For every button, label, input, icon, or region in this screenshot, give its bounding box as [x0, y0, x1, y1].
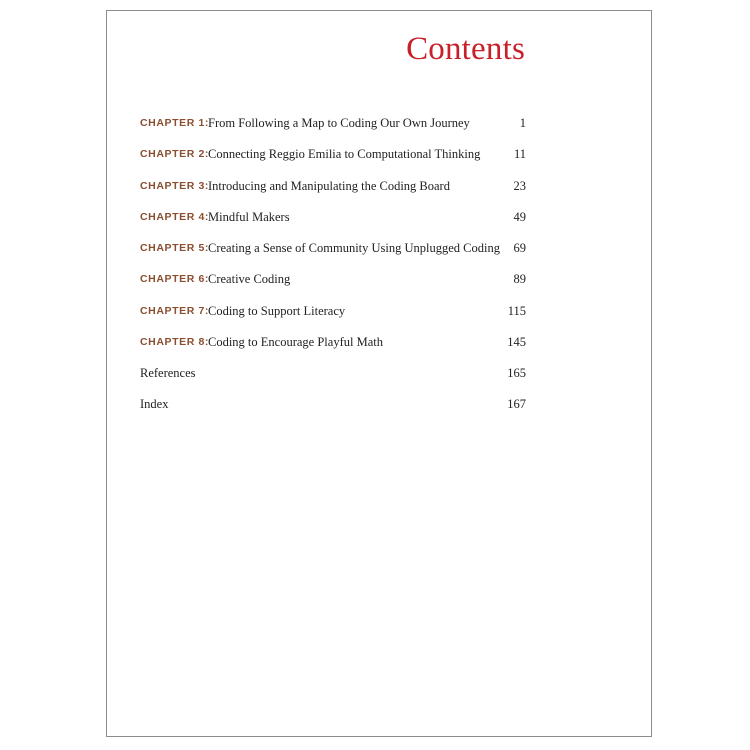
page-number: 89 [513, 272, 526, 287]
entry-title: Introducing and Manipulating the Coding Board [208, 178, 450, 193]
page-number: 115 [507, 303, 526, 318]
toc-entry [140, 142, 526, 173]
toc-entry [140, 174, 526, 205]
toc-entry [140, 361, 526, 392]
page-title: Contents [406, 31, 525, 67]
page-number: 167 [507, 397, 526, 412]
page-number: 11 [513, 147, 526, 162]
toc-entry [140, 299, 526, 330]
book-page [106, 10, 652, 737]
page-number: 49 [513, 209, 526, 224]
chapter-label: CHAPTER 5: [140, 242, 210, 254]
entry-title: Connecting Reggio Emilia to Computational Thinking [208, 147, 481, 162]
entry-title: Creating a Sense of Community Using Unplugged Coding [208, 241, 500, 255]
toc-entry [140, 111, 526, 142]
page-number: 23 [513, 178, 526, 193]
entry-title: Coding to Support Literacy [208, 303, 346, 318]
chapter-label: CHAPTER 2: [140, 148, 210, 161]
page-number: 69 [513, 241, 526, 255]
page-number: 165 [507, 366, 526, 380]
entry-title: Index [140, 397, 169, 412]
chapter-label: CHAPTER 1: [140, 117, 210, 129]
toc-entry [140, 236, 526, 267]
table-of-contents [140, 111, 526, 424]
page-number: 1 [519, 116, 526, 130]
entry-title: Coding to Encourage Playful Math [208, 334, 383, 349]
entry-title: Mindful Makers [208, 209, 290, 224]
toc-entry [140, 392, 526, 423]
toc-entry [140, 267, 526, 298]
chapter-label: CHAPTER 6: [140, 273, 210, 286]
chapter-label: CHAPTER 8: [140, 335, 210, 348]
entry-title: Creative Coding [208, 272, 291, 287]
toc-entry [140, 205, 526, 236]
chapter-label: CHAPTER 4: [140, 210, 210, 223]
chapter-label: CHAPTER 3: [140, 179, 210, 192]
page-number: 145 [507, 334, 526, 349]
toc-entry [140, 330, 526, 361]
chapter-label: CHAPTER 7: [140, 304, 210, 317]
entry-title: References [140, 366, 196, 380]
entry-title: From Following a Map to Coding Our Own Journey [208, 116, 470, 130]
